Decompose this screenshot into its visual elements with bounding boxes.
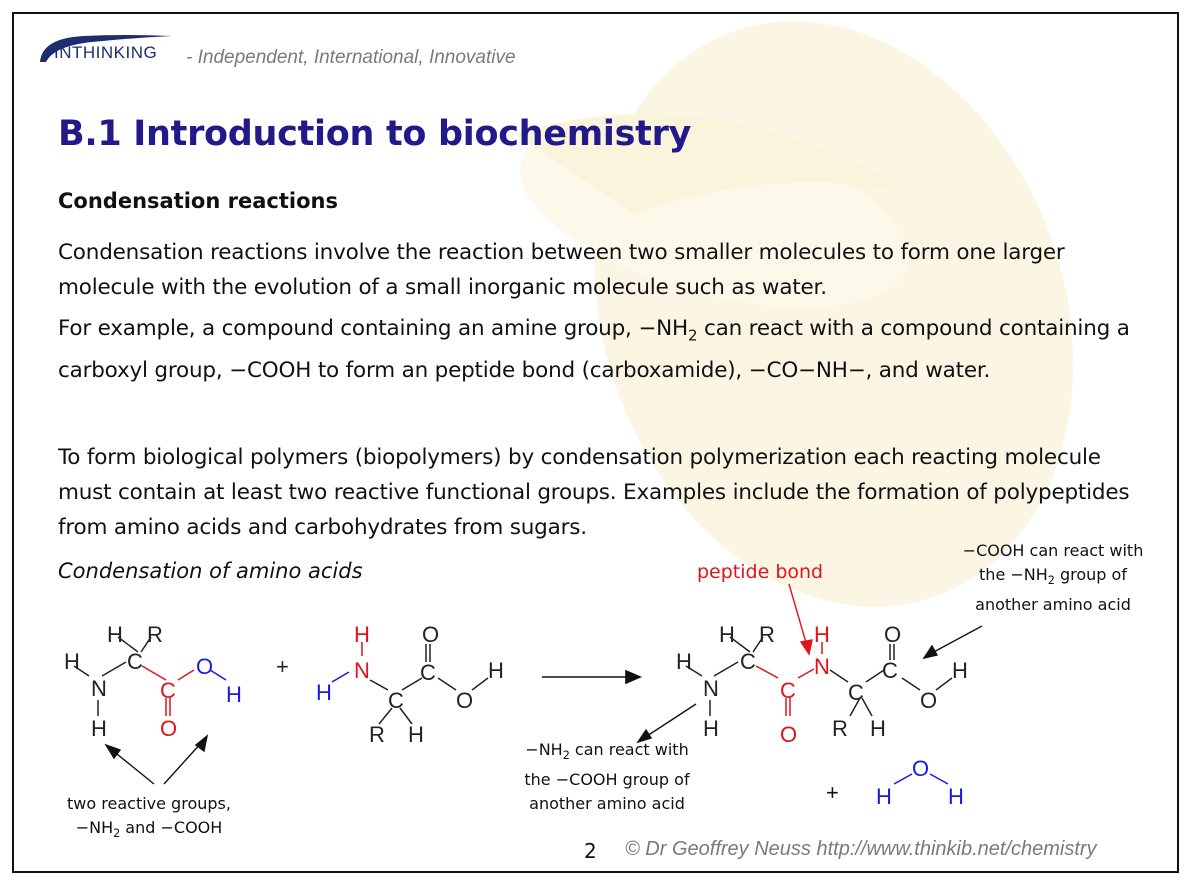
section-subheading: Condensation reactions xyxy=(58,189,338,213)
reaction-arrow xyxy=(542,671,640,683)
paragraph-example-part1: For example, a compound containing an amine group, −NH xyxy=(58,316,688,341)
plus-sign-water: + xyxy=(826,780,839,805)
svg-text:C: C xyxy=(848,680,864,705)
peptide-bond-label: peptide bond xyxy=(697,561,824,583)
amino-acid-1-atoms xyxy=(64,622,242,741)
svg-text:O: O xyxy=(920,688,938,713)
svg-text:H: H xyxy=(107,622,123,647)
paragraph-example-part2: can react with a compound containing a carboxyl group, −COOH to form an peptide bond (carboxamide), −CO−NH−, and water. xyxy=(58,316,1130,384)
svg-text:H: H xyxy=(64,649,80,674)
svg-text:H: H xyxy=(703,716,719,741)
water-o: O xyxy=(912,756,930,781)
page-number: 2 xyxy=(584,839,597,863)
svg-text:H: H xyxy=(676,649,692,674)
paragraph-example-subscript: 2 xyxy=(687,326,698,345)
reaction-diagram xyxy=(14,14,1179,873)
svg-text:R: R xyxy=(369,722,385,747)
dipeptide-atoms xyxy=(676,622,968,747)
nh2-note-line3: another amino acid xyxy=(529,794,685,814)
figure-caption: Condensation of amino acids xyxy=(58,559,363,583)
svg-text:H: H xyxy=(316,680,332,705)
water-h2: H xyxy=(948,784,964,809)
paragraph-biopolymers: To form biological polymers (biopolymers) by condensation polymerization each reacting molecule must contain at least two reactive functional groups. Examples include the formation of polypeptides from amino acids and carbohydrates from sugars. xyxy=(58,445,1130,540)
svg-text:O: O xyxy=(456,688,474,713)
credit-footer: © Dr Geoffrey Neuss http://www.thinkib.net/chemistry xyxy=(625,838,1097,860)
cooh-note-line2: the $-NH_2$ group of xyxy=(979,565,1127,588)
logo-text: INTHINKING xyxy=(54,43,158,62)
svg-text:C: C xyxy=(882,658,898,683)
svg-text:O: O xyxy=(196,654,214,679)
reactive-note-line2: $-NH_2$ and −COOH xyxy=(75,818,223,841)
svg-text:C: C xyxy=(740,649,756,674)
svg-text:R: R xyxy=(759,622,775,647)
svg-text:H: H xyxy=(952,658,968,683)
svg-text:C: C xyxy=(420,660,436,685)
nh2-note-line2: the −COOH group of xyxy=(524,770,690,790)
svg-text:C: C xyxy=(780,678,796,703)
svg-text:H: H xyxy=(814,622,830,647)
svg-text:H: H xyxy=(408,722,424,747)
cooh-note-line3: another amino acid xyxy=(975,595,1131,615)
svg-text:N: N xyxy=(354,658,370,683)
svg-text:H: H xyxy=(91,716,107,741)
tagline: - Independent, International, Innovative xyxy=(186,47,516,68)
cooh-note-line1: −COOH can react with xyxy=(962,541,1144,560)
svg-text:H: H xyxy=(870,716,886,741)
svg-text:H: H xyxy=(488,658,504,683)
svg-text:O: O xyxy=(780,722,798,747)
svg-text:H: H xyxy=(226,682,242,707)
svg-text:C: C xyxy=(127,649,143,674)
svg-text:H: H xyxy=(719,622,735,647)
svg-text:C: C xyxy=(388,688,404,713)
slide xyxy=(12,12,1179,873)
svg-text:N: N xyxy=(814,654,830,679)
water-h1: H xyxy=(876,784,892,809)
svg-text:+: + xyxy=(276,654,289,679)
paragraph-condensation-definition: Condensation reactions involve the reaction between two smaller molecules to form one larger molecule with the evolution of a small inorganic molecule such as water. xyxy=(58,240,1065,300)
svg-text:R: R xyxy=(147,622,163,647)
svg-text:N: N xyxy=(91,676,107,701)
reactive-note-line1: two reactive groups, xyxy=(67,794,231,813)
svg-text:O: O xyxy=(160,716,178,741)
peptide-bond-arrow xyxy=(789,584,812,654)
page-title: B.1 Introduction to biochemistry xyxy=(58,114,692,154)
nh2-note-line1: $-NH_2$ can react with xyxy=(525,740,689,763)
svg-text:H: H xyxy=(354,622,370,647)
svg-text:N: N xyxy=(703,676,719,701)
svg-text:O: O xyxy=(884,622,902,647)
svg-text:O: O xyxy=(422,622,440,647)
svg-text:C: C xyxy=(160,678,176,703)
svg-text:R: R xyxy=(832,716,848,741)
